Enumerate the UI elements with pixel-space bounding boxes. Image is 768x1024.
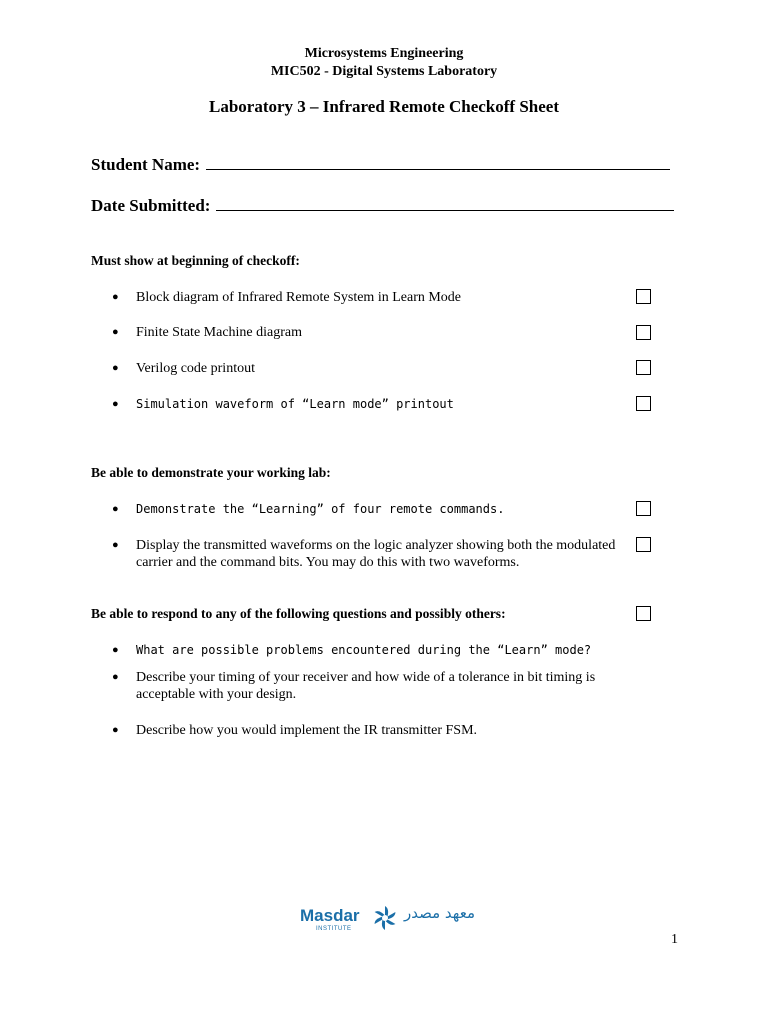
bullet-icon: ● [112, 644, 119, 656]
masdar-logo [300, 898, 480, 938]
logo-arabic: معهد مصدر [404, 904, 475, 922]
list-item [112, 396, 626, 413]
student-name-field[interactable] [91, 155, 670, 175]
bullet-icon: ● [112, 503, 119, 515]
bullet-icon: ● [112, 362, 119, 374]
list-item [112, 324, 626, 341]
page-title: Laboratory 3 – Infrared Remote Checkoff Sheet [208, 97, 559, 116]
list-item [112, 537, 626, 571]
bullet-icon: ● [112, 326, 119, 338]
list-item [112, 501, 626, 518]
list-item-text: Display the transmitted waveforms on the logic analyzer showing both the modulated carrier and the command bits. You may do this with two waveforms. [136, 538, 616, 570]
course-department: Microsystems Engineering [304, 46, 464, 61]
checkbox[interactable] [636, 606, 651, 621]
checkbox[interactable] [636, 289, 651, 304]
date-submitted-label: Date Submitted: [91, 196, 211, 215]
section-heading-demo: Be able to demonstrate your working lab: [91, 465, 331, 480]
logo-text: Masdar [300, 906, 360, 925]
date-submitted-line[interactable] [216, 196, 674, 211]
checkbox[interactable] [636, 325, 651, 340]
course-title: MIC502 - Digital Systems Laboratory [270, 64, 498, 79]
bullet-icon: ● [112, 671, 119, 683]
list-item [112, 642, 626, 659]
list-item-text: Demonstrate the “Learning” of four remote commands. [136, 502, 505, 516]
section-heading-beginning: Must show at beginning of checkoff: [91, 253, 300, 268]
checkbox[interactable] [636, 537, 651, 552]
list-item-text: Verilog code printout [136, 361, 255, 376]
bullet-icon: ● [112, 398, 119, 410]
list-item [112, 360, 626, 377]
checkbox[interactable] [636, 396, 651, 411]
student-name-label: Student Name: [91, 155, 201, 174]
list-item [112, 289, 626, 306]
bullet-icon: ● [112, 539, 119, 551]
checkbox[interactable] [636, 501, 651, 516]
bullet-icon: ● [112, 724, 119, 736]
list-item-text: What are possible problems encountered during the “Learn” mode? [136, 643, 592, 657]
bullet-icon: ● [112, 291, 119, 303]
list-item [112, 722, 626, 739]
list-item-text: Describe your timing of your receiver and how wide of a tolerance in bit timing is acceptable with your design. [136, 670, 596, 702]
section-heading-questions: Be able to respond to any of the following questions and possibly others: [91, 606, 506, 621]
logo-subtext: INSTITUTE [316, 926, 352, 932]
student-name-line[interactable] [206, 155, 670, 170]
list-item-text: Block diagram of Infrared Remote System in Learn Mode [136, 290, 462, 305]
list-item-text: Finite State Machine diagram [136, 325, 303, 340]
list-item [112, 669, 626, 703]
date-submitted-field[interactable] [91, 196, 674, 216]
list-item-text: Simulation waveform of “Learn mode” printout [136, 397, 454, 411]
swirl-logo-icon [370, 903, 400, 933]
checkbox[interactable] [636, 360, 651, 375]
page-number: 1 [671, 932, 678, 947]
list-item-text: Describe how you would implement the IR transmitter FSM. [136, 723, 478, 738]
